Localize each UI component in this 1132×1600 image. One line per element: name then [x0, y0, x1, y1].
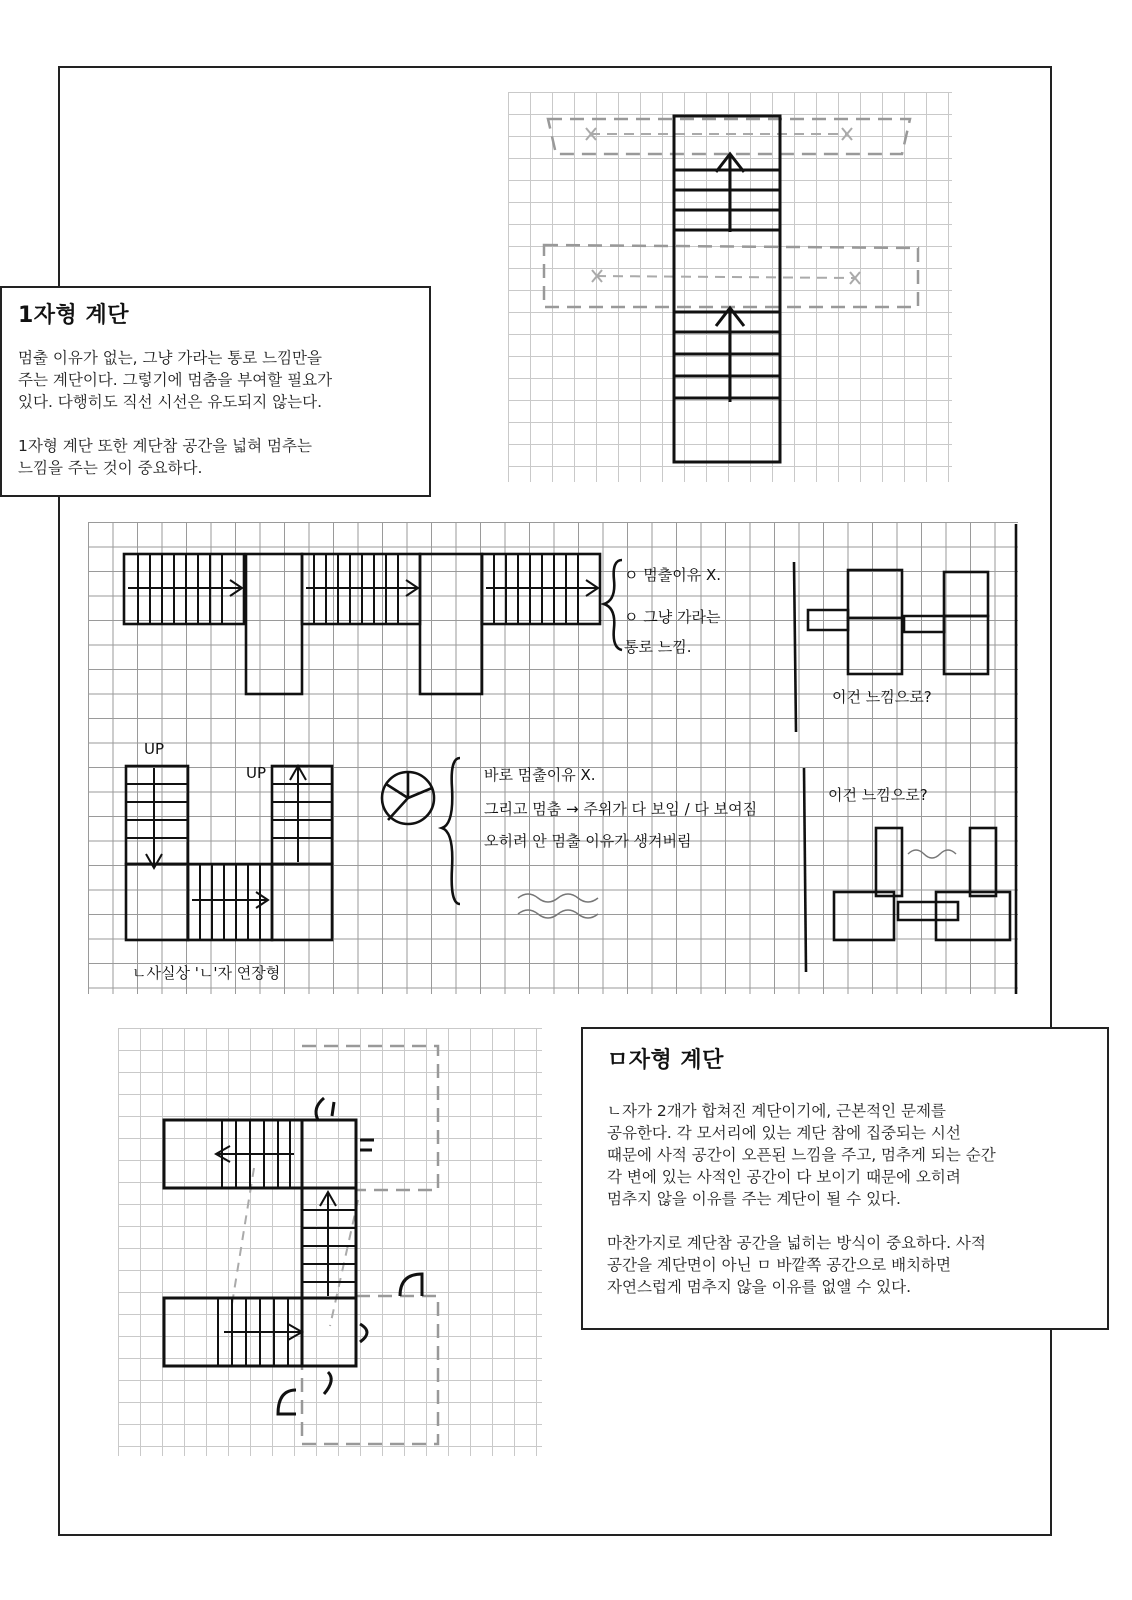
section-paragraph: 멈출 이유가 없는, 그냥 가라는 통로 느낌만을 주는 계단이다. 그렇기에 멈춤을 부여할 필요가 있다. 다행히도 직선 시선은 유도되지 않는다.: [18, 349, 333, 411]
square-stair-drawing: [118, 1028, 542, 1456]
straight-stair-drawing: [508, 92, 952, 482]
section-paragraph: 1자형 계단 또한 계단참 공간을 넓혀 멈추는 느낌을 주는 것이 중요하다.: [18, 437, 312, 477]
note-middle-2: 그리고 멈춤 → 주위가 다 보임 / 다 보여짐: [484, 800, 758, 818]
note-this-feel-1: 이건 느낌으로?: [832, 688, 932, 706]
note-middle-1: 바로 멈출이유 X.: [484, 766, 596, 784]
section-title: 1자형 계단: [18, 303, 129, 328]
section-square-stair: [581, 1027, 1109, 1330]
section-paragraph: ㄴ자가 2개가 합쳐진 계단이기에, 근본적인 문제를 공유한다. 각 모서리에 있는 계단 참에 집중되는 시선 때문에 사적 공간이 오픈된 느낌을 주고, 멈추게 되는 순간 각 변에 있는 사적인 공간이 다 보이기 때문에 오히려 멈추지 않을 이유를 주는 계단이 될 수 있다.: [607, 1102, 996, 1208]
label-up-1: UP: [144, 740, 165, 758]
note-no-reason-to-stop: ㅇ 멈출이유 X.: [624, 566, 722, 584]
note-bottom-left: ㄴ사실상 'ㄴ'자 연장형: [132, 964, 281, 982]
section-paragraph: 마찬가지로 계단참 공간을 넓히는 방식이 중요하다. 사적 공간을 계단면이 아닌 ㅁ 바깥쪽 공간으로 배치하면 자연스럽게 멈추지 않을 이유를 없앨 수 있다.: [607, 1234, 986, 1296]
note-this-feel-2: 이건 느낌으로?: [828, 786, 928, 804]
note-middle-3: 오히려 안 멈출 이유가 생겨버림: [484, 832, 692, 850]
hand-sketch-drawing: [88, 522, 1020, 994]
section-straight-stair: [0, 286, 431, 497]
note-corridor-feel: 통로 느낌.: [624, 638, 692, 656]
note-just-go: ㅇ 그냥 가라는: [624, 608, 721, 626]
section-title: ㅁ자형 계단: [607, 1048, 724, 1073]
label-up-2: UP: [246, 764, 267, 782]
